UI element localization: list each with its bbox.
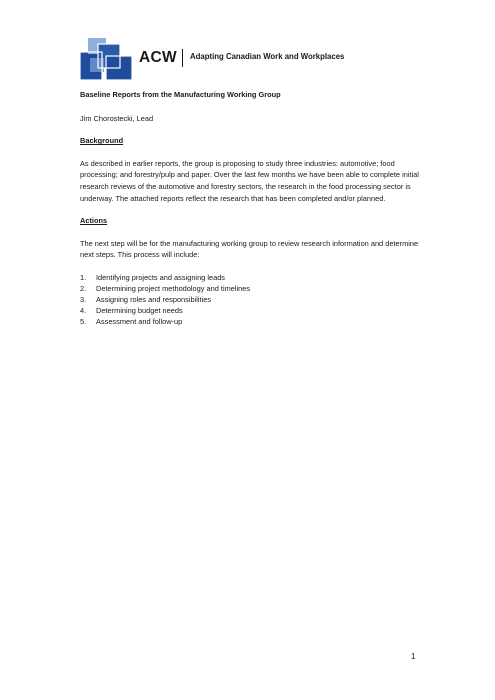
list-item <box>80 272 425 283</box>
actions-paragraph: The next step will be for the manufacturing working group to review research information and determine next steps. This process will include: <box>80 238 419 260</box>
list-item-text: Identifying projects and assigning leads <box>96 272 226 282</box>
brand-separator <box>182 49 183 67</box>
document-body <box>80 89 425 327</box>
list-item-number: 4. <box>80 306 87 316</box>
list-item <box>80 294 425 305</box>
list-item <box>80 316 425 327</box>
list-item-number: 1. <box>80 272 87 282</box>
steps-list <box>80 272 425 327</box>
list-item-text: Assessment and follow-up <box>96 317 183 327</box>
list-item-text: Determining project methodology and timelines <box>96 284 251 294</box>
actions-heading: Actions <box>80 216 108 226</box>
brand-tagline: Adapting Canadian Work and Workplaces <box>190 52 345 61</box>
acw-logo-icon <box>80 38 132 80</box>
background-heading: Background <box>80 136 124 146</box>
list-item-text: Determining budget needs <box>96 306 183 316</box>
list-item-number: 2. <box>80 284 87 294</box>
page-number: 1 <box>411 652 416 661</box>
document-title: Baseline Reports from the Manufacturing Working Group <box>80 90 281 99</box>
background-paragraph: As described in earlier reports, the group is proposing to study three industries: automotive; food processing; and forestry/pulp and paper. Over the last few months we have been able to complete initial research reviews of the automotive and forestry sectors, the research in the food processing sector is underway. The attached reports reflect the research that has been completed and/or planned. <box>80 158 419 203</box>
list-item-number: 5. <box>80 317 87 327</box>
document-lead: Jim Chorostecki, Lead <box>80 113 154 123</box>
brand-name: ACW <box>139 49 177 66</box>
list-item-number: 3. <box>80 295 87 305</box>
list-item <box>80 305 425 316</box>
list-item-text: Assigning roles and responsibilities <box>96 295 212 305</box>
list-item <box>80 283 425 294</box>
